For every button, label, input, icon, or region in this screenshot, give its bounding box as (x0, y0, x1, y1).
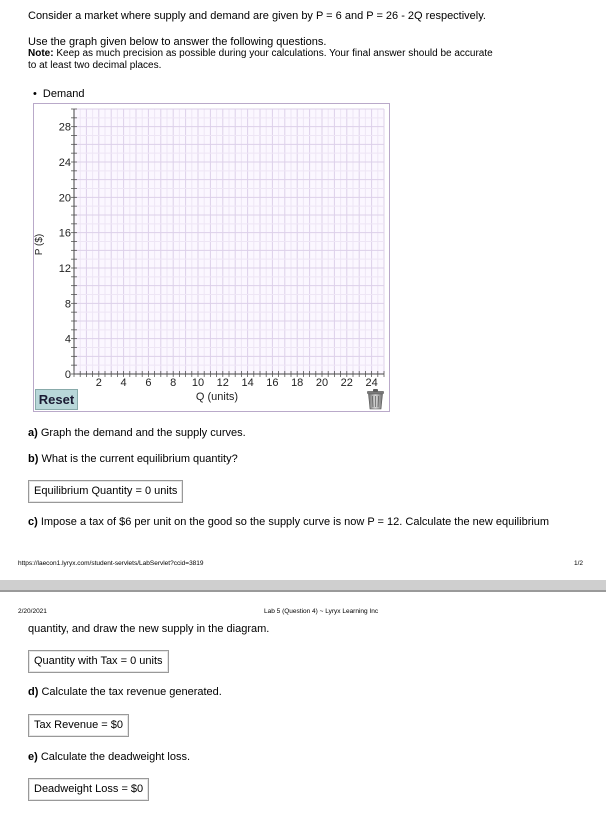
graph-panel[interactable] (33, 103, 390, 412)
x-tick-label: 24 (365, 377, 378, 389)
x-tick-label: 4 (120, 377, 127, 389)
question-b-text: What is the current equilibrium quantity? (38, 453, 238, 465)
note-text: Keep as much precision as possible during your calculations. Your final answer should be accurate (53, 48, 493, 59)
question-b-label: b) (28, 453, 39, 465)
intro-line-2: Use the graph given below to answer the following questions. (28, 36, 327, 48)
question-e (28, 751, 190, 764)
footer-url: https://laecon1.lyryx.com/student-servlets/LabServlet?ccid=3819 (18, 560, 204, 567)
intro-note (28, 48, 493, 59)
x-axis-label: Q (units) (195, 391, 239, 403)
question-e-text: Calculate the deadweight loss. (37, 751, 191, 763)
legend-demand[interactable] (33, 88, 85, 101)
y-tick-label: 12 (58, 263, 71, 275)
intro-note-continued: to at least two decimal places. (28, 60, 162, 71)
x-tick-label: 12 (216, 377, 229, 389)
question-a-label: a) (28, 427, 38, 439)
y-tick-label: 16 (58, 227, 71, 240)
equilibrium-quantity-field[interactable]: Equilibrium Quantity = 0 units (28, 480, 183, 503)
chart-svg[interactable] (34, 104, 389, 411)
footer-page-number: 1/2 (574, 560, 584, 567)
x-tick-label: 8 (170, 377, 177, 389)
y-tick-label: 4 (64, 333, 71, 346)
question-a (28, 427, 246, 440)
x-tick-label: 16 (266, 377, 279, 389)
y-tick-label: 24 (58, 157, 71, 169)
question-c-text: Impose a tax of $6 per unit on the good so the supply curve is now P = 12. Calculate the new equilibrium (37, 516, 550, 528)
x-tick-label: 18 (291, 377, 304, 389)
legend-label: Demand (42, 88, 85, 100)
x-tick-label: 20 (315, 377, 329, 389)
y-tick-label: 20 (58, 192, 71, 205)
legend-bullet: • (33, 88, 37, 100)
y-axis-label: P ($) (34, 233, 45, 256)
note-label: Note: (28, 48, 54, 59)
question-c-label: c) (28, 516, 38, 528)
question-a-text: Graph the demand and the supply curves. (37, 427, 246, 439)
question-c-continued: quantity, and draw the new supply in the diagram. (28, 623, 270, 635)
question-b (28, 453, 238, 466)
y-tick-label: 28 (58, 121, 71, 134)
header-title: Lab 5 (Question 4) ~ Lyryx Learning Inc (264, 608, 379, 615)
reset-button[interactable]: Reset (35, 389, 78, 410)
page-break (0, 580, 606, 590)
question-d-text: Calculate the tax revenue generated. (38, 686, 222, 698)
page-break-line (0, 590, 606, 592)
header-date: 2/20/2021 (18, 608, 47, 615)
x-tick-label: 10 (191, 377, 205, 389)
question-e-label: e) (28, 751, 38, 763)
quantity-with-tax-field[interactable]: Quantity with Tax = 0 units (28, 650, 169, 673)
x-tick-label: 14 (241, 377, 254, 389)
intro-line-1: Consider a market where supply and demand are given by P = 6 and P = 26 - 2Q respectively. (28, 10, 486, 22)
x-tick-label: 2 (95, 377, 102, 389)
question-d-label: d) (28, 686, 39, 698)
x-tick-label: 6 (145, 377, 152, 389)
deadweight-loss-field[interactable]: Deadweight Loss = $0 (28, 778, 149, 801)
tax-revenue-field[interactable]: Tax Revenue = $0 (28, 714, 129, 737)
y-tick-label: 0 (64, 369, 71, 381)
question-c (28, 516, 549, 529)
y-tick-label: 8 (64, 298, 71, 311)
x-tick-label: 22 (340, 377, 353, 389)
question-d (28, 686, 222, 699)
trash-icon[interactable] (366, 389, 385, 410)
